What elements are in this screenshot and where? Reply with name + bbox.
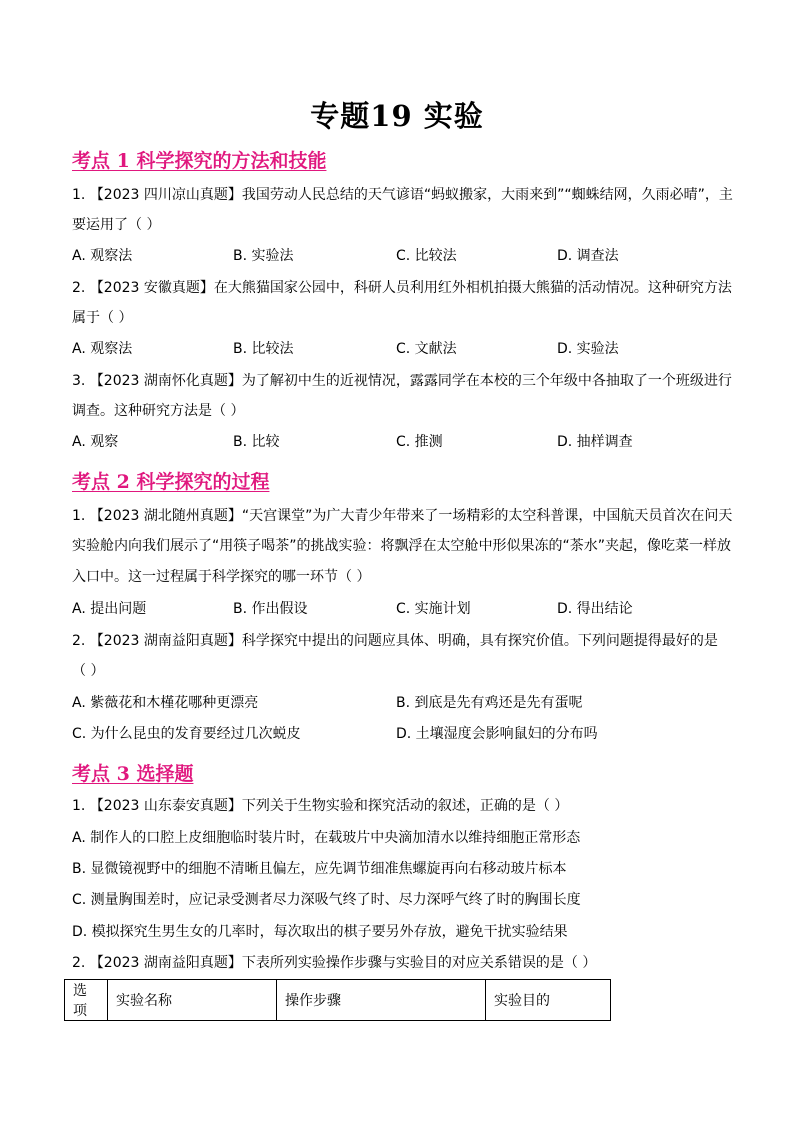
option-b: B. 到底是先有鸡还是先有蛋呢 xyxy=(396,695,583,711)
option-b: B. 显微镜视野中的细胞不清晰且偏左，应先调节细准焦螺旋再向右移动玻片标本 xyxy=(72,861,567,877)
table-header-cell: 实验目的 xyxy=(486,980,611,1021)
option-d: D. 得出结论 xyxy=(557,601,633,617)
experiment-table xyxy=(64,979,611,1021)
option-d: D. 调查法 xyxy=(557,248,619,264)
option-d: D. 土壤湿度会影响鼠妇的分布吗 xyxy=(396,726,598,742)
table-header-cell: 选项 xyxy=(65,980,108,1021)
option-c: C. 文献法 xyxy=(396,341,457,357)
table-header-cell: 实验名称 xyxy=(108,980,277,1021)
section-heading-2: 考点 2 科学探究的过程 xyxy=(72,471,270,493)
question-text: 2. 【2023 湖南益阳真题】科学探究中提出的问题应具体、明确，具有探究价值。下列问题提得最好的是 xyxy=(72,633,718,649)
question-text: 调查。这种研究方法是（ ） xyxy=(72,403,245,419)
option-a: A. 观察法 xyxy=(72,248,133,264)
question-text: 2. 【2023 湖南益阳真题】下表所列实验操作步骤与实验目的对应关系错误的是（ ） xyxy=(72,955,597,971)
table-header-cell: 操作步骤 xyxy=(277,980,486,1021)
option-d: D. 实验法 xyxy=(557,341,619,357)
section-heading-1: 考点 1 科学探究的方法和技能 xyxy=(72,150,327,172)
question-text: 要运用了（ ） xyxy=(72,217,161,233)
option-c: C. 比较法 xyxy=(396,248,457,264)
question-text: （ ） xyxy=(72,663,105,679)
option-b: B. 实验法 xyxy=(233,248,294,264)
option-c: C. 测量胸围差时，应记录受测者尽力深吸气终了时、尽力深呼气终了时的胸围长度 xyxy=(72,892,581,908)
option-a: A. 提出问题 xyxy=(72,601,147,617)
option-b: B. 比较 xyxy=(233,434,280,450)
question-text: 1. 【2023 山东泰安真题】下列关于生物实验和探究活动的叙述，正确的是（ ） xyxy=(72,798,569,814)
table-header-row xyxy=(65,980,611,1021)
section-heading-3: 考点 3 选择题 xyxy=(72,763,194,785)
option-c: C. 为什么昆虫的发育要经过几次蜕皮 xyxy=(72,726,301,742)
question-text: 3. 【2023 湖南怀化真题】为了解初中生的近视情况，露露同学在本校的三个年级中各抽取了一个班级进行 xyxy=(72,373,732,389)
option-c: C. 实施计划 xyxy=(396,601,471,617)
page-title: 专题19 实验 xyxy=(310,99,484,133)
option-a: A. 制作人的口腔上皮细胞临时装片时，在载玻片中央滴加清水以维持细胞正常形态 xyxy=(72,830,581,846)
option-d: D. 模拟探究生男生女的几率时，每次取出的棋子要另外存放，避免干扰实验结果 xyxy=(72,924,568,940)
question-text: 1. 【2023 湖北随州真题】“天宫课堂”为广大青少年带来了一场精彩的太空科普课，中国航天员首次在问天 xyxy=(72,508,733,524)
option-a: A. 观察法 xyxy=(72,341,133,357)
option-d: D. 抽样调查 xyxy=(557,434,633,450)
option-c: C. 推测 xyxy=(396,434,443,450)
option-b: B. 比较法 xyxy=(233,341,294,357)
question-text: 入口中。这一过程属于科学探究的哪一环节（ ） xyxy=(72,569,371,585)
question-text: 属于（ ） xyxy=(72,310,133,326)
option-a: A. 紫薇花和木槿花哪种更漂亮 xyxy=(72,695,259,711)
question-text: 1. 【2023 四川凉山真题】我国劳动人民总结的天气谚语“蚂蚁搬家，大雨来到”“蜘蛛结网，久雨必晴”，主 xyxy=(72,187,733,203)
question-text: 2. 【2023 安徽真题】在大熊猫国家公园中，科研人员利用红外相机拍摄大熊猫的活动情况。这种研究方法 xyxy=(72,280,732,296)
option-b: B. 作出假设 xyxy=(233,601,308,617)
question-text: 实验舱内向我们展示了“用筷子喝茶”的挑战实验：将飘浮在太空舱中形似果冻的“茶水”夹起，像吃菜一样放 xyxy=(72,538,732,554)
option-a: A. 观察 xyxy=(72,434,119,450)
